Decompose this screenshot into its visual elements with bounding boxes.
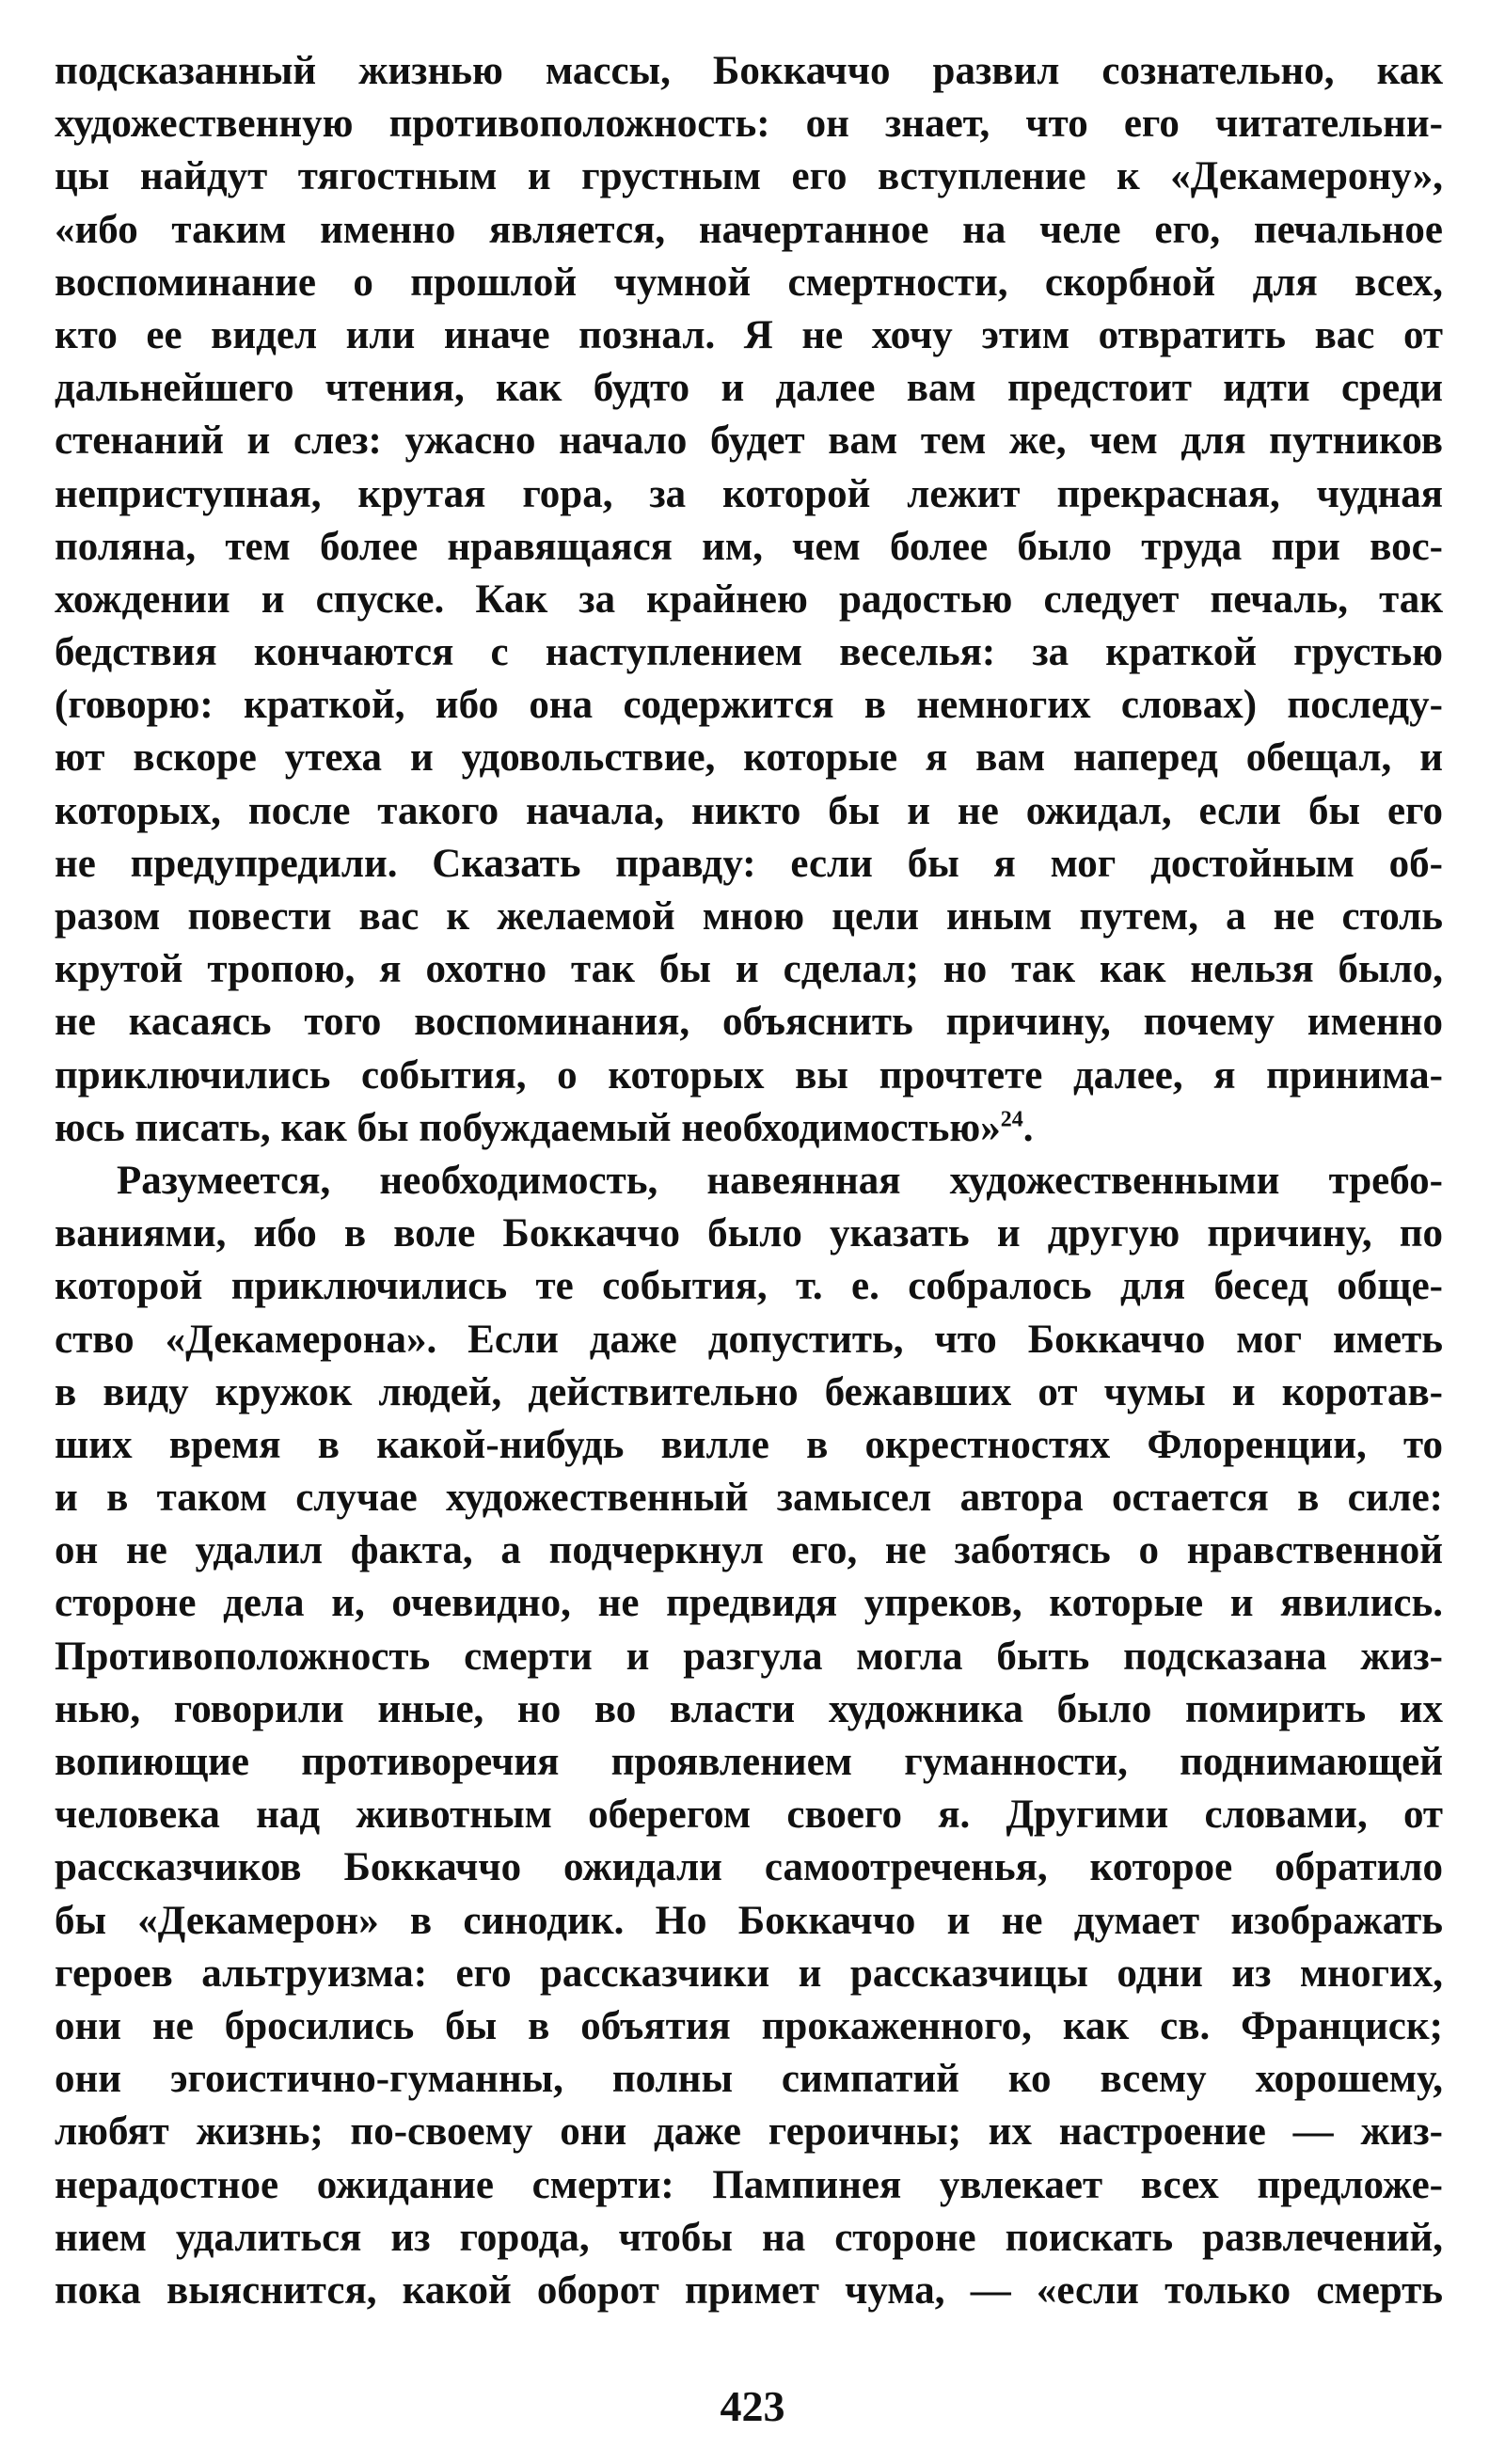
footnote-reference[interactable]: 24 bbox=[1000, 1107, 1023, 1132]
text-line: неприступная, крутая гора, за которой лежит прекрасная, чудная bbox=[55, 471, 1443, 516]
text-line: любят жизнь; по-своему они даже героичны; их настроение — жиз- bbox=[55, 2109, 1443, 2155]
text-line: разом повести вас к желаемой мною цели иным путем, а не столь bbox=[55, 894, 1443, 939]
paragraph-2 bbox=[55, 1155, 1443, 2317]
text-line: не предупредили. Сказать правду: если бы я мог достойным об- bbox=[55, 841, 1443, 886]
text-line: подсказанный жизнью массы, Боккаччо развил сознательно, как bbox=[55, 49, 1443, 93]
text-line: хождении и спуске. Как за крайнею радостью следует печаль, так bbox=[55, 577, 1443, 622]
text-line bbox=[55, 1102, 1443, 1155]
page-number: 423 bbox=[720, 2382, 785, 2430]
text-line: ют вскоре утеха и удовольствие, которые я вам наперед обещал, и bbox=[55, 735, 1443, 781]
text-line: приключились события, о которых вы прочтете далее, я принима- bbox=[55, 1052, 1443, 1098]
text-line: они не бросились бы в объятия прокаженного, как св. Франциск; bbox=[55, 2003, 1443, 2048]
text-line: вопиющие противоречия проявлением гуманности, поднимающей bbox=[55, 1740, 1443, 1784]
text-line: нью, говорили иные, но во власти художника было помирить их bbox=[55, 1686, 1443, 1731]
text-line: пока выяснится, какой оборот примет чума, — «если только смерть bbox=[55, 2267, 1443, 2313]
text-line: дальнейшего чтения, как будто и далее вам предстоит идти среди bbox=[55, 366, 1443, 411]
text-line: в виду кружок людей, действительно бежавших от чумы и коротав- bbox=[55, 1369, 1443, 1414]
text-line: крутой тропою, я охотно так бы и сделал; но так как нельзя было, bbox=[55, 947, 1443, 992]
paragraph-1 bbox=[55, 45, 1443, 1155]
text-line: воспоминание о прошлой чумной смертности, скорбной для всех, bbox=[55, 260, 1443, 305]
text-line: они эгоистично-гуманны, полны симпатий ко всему хорошему, bbox=[55, 2057, 1443, 2102]
text-line: цы найдут тягостным и грустным его вступление к «Декамерону», bbox=[55, 154, 1443, 199]
text-line: героев альтруизма: его рассказчики и рассказчицы одни из многих, bbox=[55, 1951, 1443, 1996]
text-line: художественную противоположность: он знает, что его читательни- bbox=[55, 102, 1443, 147]
text-line: (говорю: краткой, ибо она содержится в немногих словах) последу- bbox=[55, 683, 1443, 728]
text-line: и в таком случае художественный замысел автора остается в силе: bbox=[55, 1476, 1443, 1521]
text-line: человека над животным оберегом своего я. Другими словами, от bbox=[55, 1793, 1443, 1838]
text-line: «ибо таким именно является, начертанное на челе его, печальное bbox=[55, 207, 1443, 252]
text-line-end: . bbox=[1022, 1105, 1034, 1150]
text-line: нием удалиться из города, чтобы на стороне поискать развлечений, bbox=[55, 2215, 1443, 2260]
text-line: Разумеется, необходимость, навеянная художественными требо- bbox=[117, 1158, 1443, 1203]
text-line: рассказчиков Боккаччо ожидали самоотреченья, которое обратило bbox=[55, 1845, 1443, 1890]
text-line: которых, после такого начала, никто бы и не ожидал, если бы его bbox=[55, 788, 1443, 833]
text-line: нерадостное ожидание смерти: Пампинея увлекает всех предложе- bbox=[55, 2162, 1443, 2207]
text-line: стороне дела и, очевидно, не предвидя упреков, которые и явились. bbox=[55, 1581, 1443, 1626]
text-line: Противоположность смерти и разгула могла быть подсказана жиз- bbox=[55, 1634, 1443, 1679]
text-line: ваниями, ибо в воле Боккаччо было указать и другую причину, по bbox=[55, 1211, 1443, 1256]
page-body bbox=[55, 45, 1443, 2317]
text-line: кто ее видел или иначе познал. Я не хочу этим отвратить вас от bbox=[55, 312, 1443, 357]
text-line: стенаний и слез: ужасно начало будет вам тем же, чем для путников bbox=[55, 419, 1443, 464]
text-line: он не удалил факта, а подчеркнул его, не заботясь о нравственной bbox=[55, 1528, 1443, 1573]
text-line: которой приключились те события, т. е. собралось для бесед обще- bbox=[55, 1264, 1443, 1309]
text-line-content: юсь писать, как бы побуждаемый необходимостью» bbox=[55, 1105, 1001, 1150]
text-line: поляна, тем более нравящаяся им, чем более было труда при вос- bbox=[55, 524, 1443, 569]
text-line: не касаясь того воспоминания, объяснить причину, почему именно bbox=[55, 1000, 1443, 1045]
text-line: бедствия кончаются с наступлением веселья: за краткой грустью bbox=[55, 630, 1443, 675]
text-line: ство «Декамерона». Если даже допустить, что Боккаччо мог иметь bbox=[55, 1317, 1443, 1362]
text-line: ших время в какой-нибудь вилле в окрестностях Флоренции, то bbox=[55, 1422, 1443, 1467]
text-line: бы «Декамерон» в синодик. Но Боккаччо и не думает изображать bbox=[55, 1898, 1443, 1943]
